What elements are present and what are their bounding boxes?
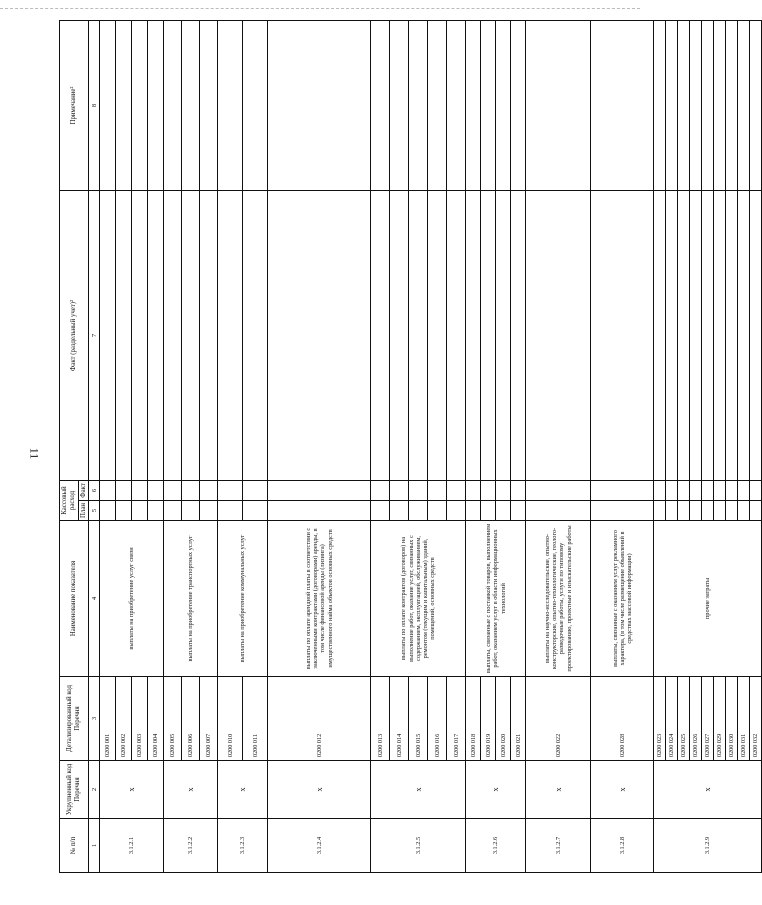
row-number: 3.1.2.7	[526, 819, 591, 873]
plan-cell	[690, 501, 702, 521]
fact-cell	[690, 481, 702, 501]
table-row	[116, 21, 132, 873]
detailed-code: 0200 006	[182, 677, 200, 761]
table-row	[100, 21, 116, 873]
fact-cell	[466, 481, 481, 501]
indicator-name: выплаты, связанные с оказанием услуг рекламного характера, (в том числе размещение объявлений в средствах массовой информации)	[591, 521, 654, 677]
expense-table	[59, 20, 762, 873]
table-row	[654, 21, 666, 873]
note-cell	[116, 21, 132, 191]
enlarged-code-mark: x	[268, 761, 371, 819]
table-row	[750, 21, 762, 873]
detailed-code: 0200 015	[409, 677, 428, 761]
detailed-code: 0200 026	[690, 677, 702, 761]
fact-cell	[750, 481, 762, 501]
table-row	[243, 21, 268, 873]
plan-cell	[702, 501, 714, 521]
detailed-code: 0200 010	[218, 677, 243, 761]
plan-cell	[371, 501, 390, 521]
indicator-name: выплаты, связанные с поставкой товаров, выполнением работ, оказанием услуг в области информационных технологий	[466, 521, 526, 677]
detailed-code: 0200 004	[148, 677, 164, 761]
fact-cell	[481, 481, 496, 501]
table-row	[218, 21, 243, 873]
plan-cell	[148, 501, 164, 521]
plan-cell	[591, 501, 654, 521]
fact-cell	[702, 481, 714, 501]
note-cell	[726, 21, 738, 191]
fact-separate-cell	[726, 191, 738, 481]
fact-separate-cell	[409, 191, 428, 481]
detailed-code: 0200 001	[100, 677, 116, 761]
fact-separate-cell	[511, 191, 526, 481]
fact-separate-cell	[200, 191, 218, 481]
fact-separate-cell	[148, 191, 164, 481]
fact-separate-cell	[390, 191, 409, 481]
note-cell	[409, 21, 428, 191]
fact-cell	[182, 481, 200, 501]
enlarged-code-mark: x	[466, 761, 526, 819]
table-row	[371, 21, 390, 873]
indicator-name: выплаты на приобретение услуг связи	[100, 521, 164, 677]
note-cell	[164, 21, 182, 191]
header-cash-expense: Кассовый расход	[60, 481, 79, 521]
plan-cell	[243, 501, 268, 521]
note-cell	[182, 21, 200, 191]
plan-cell	[526, 501, 591, 521]
detailed-code: 0200 024	[666, 677, 678, 761]
table-row	[726, 21, 738, 873]
indicator-name: выплаты по оплате арендной платы в соответствии с заключенными контрактами (договорами) аренды, в том числе финансовой аренды (лизинга) имущественного найма объектов основных средств	[268, 521, 371, 677]
fact-cell	[164, 481, 182, 501]
indicator-name: выплаты по оплате контрактов (договоров) на выполнение работ, оказание услуг, связанных с содержанием, эксплуатацией, обслуживанием, ремонтом (текущим и капитальным) зданий, помещений, основных средств	[371, 521, 466, 677]
fact-separate-cell	[116, 191, 132, 481]
note-cell	[447, 21, 466, 191]
fact-cell	[526, 481, 591, 501]
detailed-code: 0200 023	[654, 677, 666, 761]
table-row	[738, 21, 750, 873]
note-cell	[738, 21, 750, 191]
fact-separate-cell	[371, 191, 390, 481]
header-note: Примечание²	[60, 21, 89, 191]
detailed-code: 0200 029	[714, 677, 726, 761]
plan-cell	[714, 501, 726, 521]
fact-separate-cell	[678, 191, 690, 481]
fact-cell	[738, 481, 750, 501]
table-row	[409, 21, 428, 873]
table-row	[481, 21, 496, 873]
note-cell	[100, 21, 116, 191]
table-row	[132, 21, 148, 873]
table-row	[466, 21, 481, 873]
header-fact: Факт	[78, 481, 89, 501]
note-cell	[511, 21, 526, 191]
plan-cell	[726, 501, 738, 521]
indicator-name: выплаты на научно-исследовательские, опытно-конструкторские, опытно-технологические, геолого-разведочные работы, услуги по типовому проектированию, проектные и изыскательские работы	[526, 521, 591, 677]
row-number: 3.1.2.8	[591, 819, 654, 873]
plan-cell	[409, 501, 428, 521]
fact-cell	[666, 481, 678, 501]
note-cell	[390, 21, 409, 191]
page-number: 11	[27, 447, 42, 460]
plan-cell	[654, 501, 666, 521]
fact-cell	[371, 481, 390, 501]
fact-cell	[243, 481, 268, 501]
note-cell	[148, 21, 164, 191]
table-body	[100, 21, 762, 873]
fact-separate-cell	[496, 191, 511, 481]
fact-cell	[100, 481, 116, 501]
fact-cell	[390, 481, 409, 501]
plan-cell	[466, 501, 481, 521]
fact-separate-cell	[428, 191, 447, 481]
fact-separate-cell	[666, 191, 678, 481]
indicator-name: выплаты на приобретение транспортных услуг	[164, 521, 218, 677]
fact-separate-cell	[218, 191, 243, 481]
fact-cell	[447, 481, 466, 501]
enlarged-code-mark: x	[100, 761, 164, 819]
detailed-code: 0200 022	[526, 677, 591, 761]
table-row	[200, 21, 218, 873]
fact-separate-cell	[702, 191, 714, 481]
note-cell	[666, 21, 678, 191]
detailed-code: 0200 002	[116, 677, 132, 761]
fact-cell	[268, 481, 371, 501]
fact-separate-cell	[182, 191, 200, 481]
detailed-code: 0200 003	[132, 677, 148, 761]
note-cell	[132, 21, 148, 191]
enlarged-code-mark: x	[591, 761, 654, 819]
header-fact-separate: Факт (раздельный учет)²	[60, 191, 89, 481]
note-cell	[496, 21, 511, 191]
fact-separate-cell	[100, 191, 116, 481]
fact-separate-cell	[654, 191, 666, 481]
fact-separate-cell	[466, 191, 481, 481]
table-row	[666, 21, 678, 873]
detailed-code: 0200 027	[702, 677, 714, 761]
row-number: 3.1.2.6	[466, 819, 526, 873]
row-number: 3.1.2.2	[164, 819, 218, 873]
detailed-code: 0200 028	[591, 677, 654, 761]
fact-cell	[132, 481, 148, 501]
table-row	[714, 21, 726, 873]
note-cell	[690, 21, 702, 191]
table-row	[702, 21, 714, 873]
note-cell	[702, 21, 714, 191]
plan-cell	[447, 501, 466, 521]
column-index-row	[89, 21, 100, 873]
note-cell	[200, 21, 218, 191]
plan-cell	[116, 501, 132, 521]
enlarged-code-mark: x	[164, 761, 218, 819]
rotated-page	[59, 21, 760, 873]
detailed-code: 0200 021	[511, 677, 526, 761]
row-number: 3.1.2.9	[654, 819, 762, 873]
column-index: 4	[89, 521, 100, 677]
fact-cell	[714, 481, 726, 501]
table-row	[447, 21, 466, 873]
plan-cell	[200, 501, 218, 521]
indicator-name: выплаты на приобретение коммунальных услуг	[218, 521, 268, 677]
note-cell	[243, 21, 268, 191]
column-index: 1	[89, 819, 100, 873]
header-plan: План	[78, 501, 89, 521]
column-index: 6	[89, 481, 100, 501]
column-index: 8	[89, 21, 100, 191]
enlarged-code-mark: x	[654, 761, 762, 819]
row-number: 3.1.2.5	[371, 819, 466, 873]
table-row	[182, 21, 200, 873]
detailed-code: 0200 032	[750, 677, 762, 761]
detailed-code: 0200 011	[243, 677, 268, 761]
header-num: № п/п	[60, 819, 89, 873]
table-row	[428, 21, 447, 873]
table-row	[390, 21, 409, 873]
row-number: 3.1.2.4	[268, 819, 371, 873]
note-cell	[466, 21, 481, 191]
enlarged-code-mark: x	[526, 761, 591, 819]
plan-cell	[100, 501, 116, 521]
detailed-code: 0200 005	[164, 677, 182, 761]
plan-cell	[132, 501, 148, 521]
detailed-code: 0200 007	[200, 677, 218, 761]
detailed-code: 0200 017	[447, 677, 466, 761]
fact-cell	[218, 481, 243, 501]
fact-separate-cell	[750, 191, 762, 481]
plan-cell	[678, 501, 690, 521]
report-sheet	[59, 21, 760, 873]
scan-edge	[0, 0, 640, 9]
note-cell	[526, 21, 591, 191]
detailed-code: 0200 014	[390, 677, 409, 761]
column-index: 3	[89, 677, 100, 761]
note-cell	[481, 21, 496, 191]
plan-cell	[496, 501, 511, 521]
plan-cell	[481, 501, 496, 521]
detailed-code: 0200 012	[268, 677, 371, 761]
plan-cell	[750, 501, 762, 521]
table-row	[678, 21, 690, 873]
plan-cell	[666, 501, 678, 521]
detailed-code: 0200 018	[466, 677, 481, 761]
detailed-code: 0200 013	[371, 677, 390, 761]
fact-separate-cell	[447, 191, 466, 481]
note-cell	[591, 21, 654, 191]
fact-cell	[116, 481, 132, 501]
note-cell	[268, 21, 371, 191]
table-row	[690, 21, 702, 873]
table-row	[164, 21, 182, 873]
table-row	[496, 21, 511, 873]
column-index: 2	[89, 761, 100, 819]
note-cell	[428, 21, 447, 191]
fact-separate-cell	[738, 191, 750, 481]
plan-cell	[738, 501, 750, 521]
note-cell	[371, 21, 390, 191]
fact-cell	[654, 481, 666, 501]
plan-cell	[182, 501, 200, 521]
plan-cell	[390, 501, 409, 521]
fact-separate-cell	[164, 191, 182, 481]
detailed-code: 0200 030	[726, 677, 738, 761]
fact-separate-cell	[526, 191, 591, 481]
note-cell	[218, 21, 243, 191]
detailed-code: 0200 016	[428, 677, 447, 761]
note-cell	[714, 21, 726, 191]
note-cell	[654, 21, 666, 191]
column-index: 7	[89, 191, 100, 481]
plan-cell	[164, 501, 182, 521]
fact-separate-cell	[268, 191, 371, 481]
note-cell	[678, 21, 690, 191]
fact-separate-cell	[714, 191, 726, 481]
row-number: 3.1.2.1	[100, 819, 164, 873]
fact-cell	[428, 481, 447, 501]
fact-separate-cell	[481, 191, 496, 481]
plan-cell	[218, 501, 243, 521]
table-row	[148, 21, 164, 873]
header-detailed-code: Детализированный код Перечня	[60, 677, 89, 761]
indicator-name: прочие затраты	[654, 521, 762, 677]
plan-cell	[268, 501, 371, 521]
detailed-code: 0200 020	[496, 677, 511, 761]
fact-cell	[678, 481, 690, 501]
table-row	[268, 21, 371, 873]
fact-separate-cell	[132, 191, 148, 481]
table-row	[511, 21, 526, 873]
enlarged-code-mark: x	[218, 761, 268, 819]
detailed-code: 0200 031	[738, 677, 750, 761]
table-row	[591, 21, 654, 873]
column-index: 5	[89, 501, 100, 521]
fact-cell	[148, 481, 164, 501]
detailed-code: 0200 025	[678, 677, 690, 761]
detailed-code: 0200 019	[481, 677, 496, 761]
fact-separate-cell	[690, 191, 702, 481]
table-header	[60, 21, 100, 873]
fact-cell	[496, 481, 511, 501]
header-name: Наименование показателя	[60, 521, 89, 677]
note-cell	[750, 21, 762, 191]
fact-cell	[511, 481, 526, 501]
fact-cell	[409, 481, 428, 501]
table-row	[526, 21, 591, 873]
plan-cell	[428, 501, 447, 521]
header-enlarged-code: Укрупненный код Перечня	[60, 761, 89, 819]
fact-cell	[591, 481, 654, 501]
fact-cell	[726, 481, 738, 501]
fact-separate-cell	[591, 191, 654, 481]
fact-cell	[200, 481, 218, 501]
plan-cell	[511, 501, 526, 521]
row-number: 3.1.2.3	[218, 819, 268, 873]
fact-separate-cell	[243, 191, 268, 481]
enlarged-code-mark: x	[371, 761, 466, 819]
